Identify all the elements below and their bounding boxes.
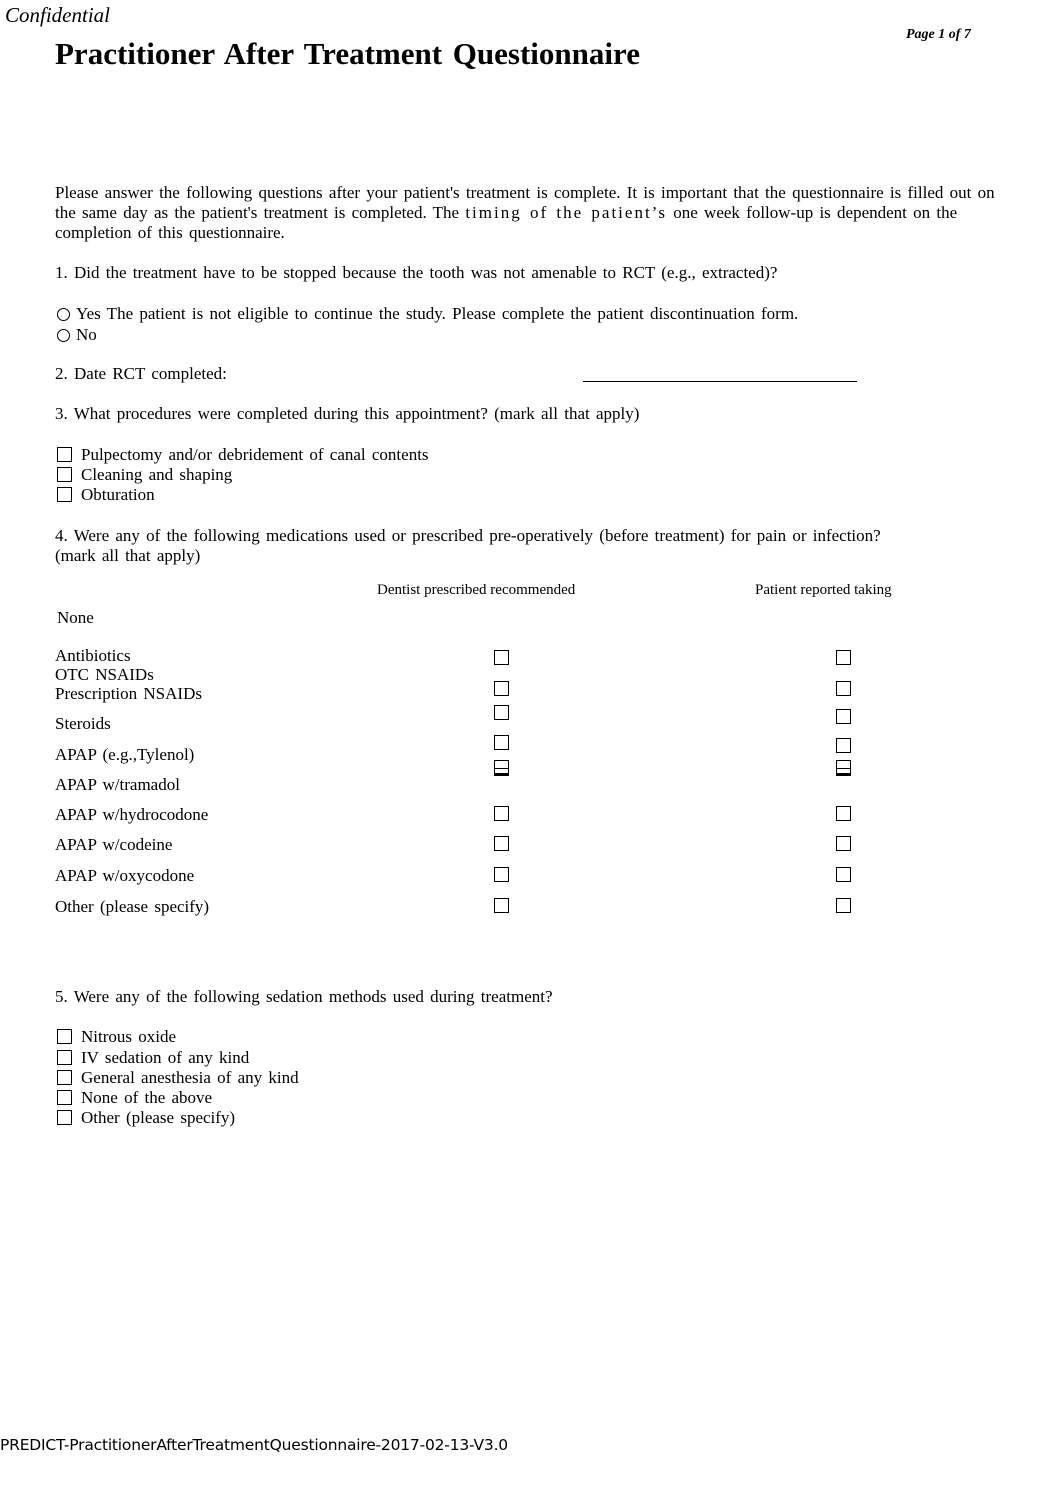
intro-text-3: one week follow-up is dependent on the completion of this questionnaire. xyxy=(55,203,958,242)
q3-option-label: Cleaning and shaping xyxy=(81,465,233,484)
q5-option-label: Other (please specify) xyxy=(81,1108,236,1127)
q5-option-label: None of the above xyxy=(81,1088,213,1107)
checkbox[interactable] xyxy=(57,1090,72,1105)
q1-option-no[interactable] xyxy=(57,325,97,345)
dentist-checkbox[interactable] xyxy=(494,898,509,913)
confidential-label: Confidential xyxy=(5,3,110,27)
q1-option-yes[interactable] xyxy=(57,304,798,324)
med-row-label: APAP w/codeine xyxy=(55,835,173,854)
question-4-line-1: 4. Were any of the following medications used or prescribed pre-operatively (before treatment) for pain or infection? xyxy=(55,526,881,545)
checkbox[interactable] xyxy=(57,447,72,462)
patient-checkbox[interactable] xyxy=(836,867,851,882)
q3-option-pulpectomy[interactable] xyxy=(57,445,429,465)
dentist-checkbox[interactable] xyxy=(494,760,509,776)
q3-option-cleaning[interactable] xyxy=(57,465,232,485)
q3-option-label: Obturation xyxy=(81,485,155,504)
dentist-checkbox[interactable] xyxy=(494,735,509,750)
q3-option-obturation[interactable] xyxy=(57,485,155,505)
q5-option-iv-sedation[interactable] xyxy=(57,1048,249,1068)
page-number: Page 1 of 7 xyxy=(906,27,971,42)
dentist-checkbox[interactable] xyxy=(494,806,509,821)
patient-checkbox[interactable] xyxy=(836,681,851,696)
patient-checkbox[interactable] xyxy=(836,738,851,753)
q5-option-general-anesthesia[interactable] xyxy=(57,1068,299,1088)
question-4-line-2: (mark all that apply) xyxy=(55,546,201,565)
patient-checkbox[interactable] xyxy=(836,760,851,776)
patient-checkbox[interactable] xyxy=(836,709,851,724)
q3-option-label: Pulpectomy and/or debridement of canal contents xyxy=(81,445,429,464)
q5-option-label: Nitrous oxide xyxy=(81,1027,177,1046)
checkbox[interactable] xyxy=(57,1029,72,1044)
question-5: 5. Were any of the following sedation methods used during treatment? xyxy=(55,987,553,1006)
q5-option-nitrous[interactable] xyxy=(57,1027,176,1047)
intro-text-2: timing of the patient’s xyxy=(465,203,667,222)
checkbox[interactable] xyxy=(57,487,72,502)
q5-option-none[interactable] xyxy=(57,1088,212,1108)
med-row-label: APAP w/oxycodone xyxy=(55,866,195,885)
med-row-label: Antibiotics xyxy=(55,646,131,665)
med-row-label: APAP w/hydrocodone xyxy=(55,805,209,824)
med-row-label: Prescription NSAIDs xyxy=(55,684,202,703)
dentist-checkbox[interactable] xyxy=(494,705,509,720)
intro-text-1: Please answer the following questions after your patient's treatment is complete. It is important that the questionnaire is filled out on the same day as the patient's treatment is completed. The xyxy=(55,183,995,222)
column-header-patient: Patient reported taking xyxy=(755,582,892,598)
dentist-checkbox[interactable] xyxy=(494,650,509,665)
column-header-dentist: Dentist prescribed recommended xyxy=(377,582,576,598)
question-1: 1. Did the treatment have to be stopped because the tooth was not amenable to RCT (e.g., extracted)? xyxy=(55,263,778,282)
checkbox[interactable] xyxy=(57,1070,72,1085)
question-2: 2. Date RCT completed: xyxy=(55,364,227,383)
med-row-label: None xyxy=(57,608,94,627)
intro-paragraph xyxy=(55,183,1005,243)
q5-option-label: General anesthesia of any kind xyxy=(81,1068,299,1087)
date-completed-field[interactable] xyxy=(583,381,857,382)
q5-option-other[interactable] xyxy=(57,1108,235,1128)
checkbox[interactable] xyxy=(57,467,72,482)
med-row-label: OTC NSAIDs xyxy=(55,665,154,684)
page-title: Practitioner After Treatment Questionnaire xyxy=(55,36,640,71)
radio-button[interactable] xyxy=(57,308,70,321)
patient-checkbox[interactable] xyxy=(836,898,851,913)
q1-option-yes-label: Yes The patient is not eligible to continue the study. Please complete the patient discontinuation form. xyxy=(76,304,799,323)
patient-checkbox[interactable] xyxy=(836,836,851,851)
med-row-label: Other (please specify) xyxy=(55,897,210,916)
med-row-label: APAP w/tramadol xyxy=(55,775,180,794)
dentist-checkbox[interactable] xyxy=(494,836,509,851)
question-3: 3. What procedures were completed during this appointment? (mark all that apply) xyxy=(55,404,640,423)
dentist-checkbox[interactable] xyxy=(494,867,509,882)
patient-checkbox[interactable] xyxy=(836,806,851,821)
q5-option-label: IV sedation of any kind xyxy=(81,1048,250,1067)
checkbox[interactable] xyxy=(57,1050,72,1065)
document-footer: PREDICT-PractitionerAfterTreatmentQuestionnaire-2017-02-13-V3.0 xyxy=(0,1436,508,1454)
q1-option-no-label: No xyxy=(76,325,97,344)
med-row-label: Steroids xyxy=(55,714,111,733)
checkbox[interactable] xyxy=(57,1110,72,1125)
med-row-label: APAP (e.g.,Tylenol) xyxy=(55,745,195,764)
radio-button[interactable] xyxy=(57,329,70,342)
patient-checkbox[interactable] xyxy=(836,650,851,665)
dentist-checkbox[interactable] xyxy=(494,681,509,696)
